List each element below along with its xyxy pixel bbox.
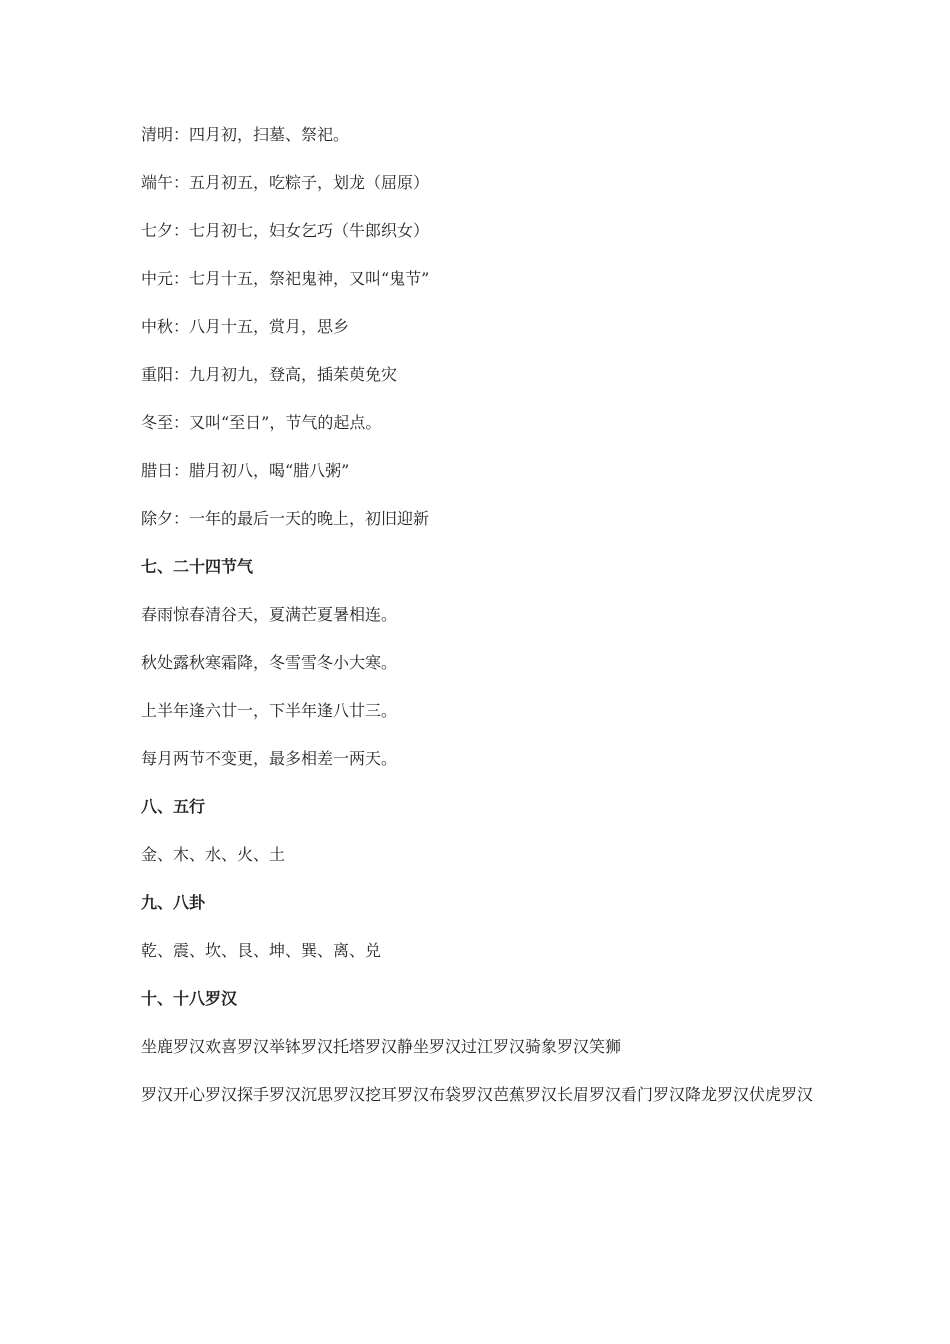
festival-chongyang: 重阳：九月初九，登高，插茱萸免灾: [141, 365, 398, 384]
festival-lari: 腊日：腊月初八，喝“腊八粥”: [141, 461, 350, 480]
festival-qixi: 七夕：七月初七，妇女乞巧（牛郎织女）: [141, 221, 430, 240]
festival-zhongyuan: 中元：七月十五，祭祀鬼神，又叫“鬼节”: [141, 269, 430, 288]
arhats-line-2: 罗汉开心罗汉探手罗汉沉思罗汉挖耳罗汉布袋罗汉芭蕉罗汉长眉罗汉看门罗汉降龙罗汉伏虎罗汉: [141, 1085, 814, 1104]
festival-duanwu: 端午：五月初五，吃粽子，划龙（屈原）: [141, 173, 430, 192]
section-heading-eighteen-arhats: 十、十八罗汉: [141, 989, 238, 1008]
section-heading-five-elements: 八、五行: [141, 797, 206, 816]
solar-terms-line-3: 上半年逢六廿一，下半年逢八廿三。: [141, 701, 398, 720]
section-heading-solar-terms: 七、二十四节气: [141, 557, 254, 576]
festival-zhongqiu: 中秋：八月十五，赏月，思乡: [141, 317, 350, 336]
eight-trigrams-text: 乾、震、坎、艮、坤、巽、离、兑: [141, 941, 382, 960]
document-content: [141, 125, 813, 1105]
five-elements-text: 金、木、水、火、土: [141, 845, 286, 864]
festival-dongzhi: 冬至：又叫“至日”，节气的起点。: [141, 413, 382, 432]
arhats-line-1: 坐鹿罗汉欢喜罗汉举钵罗汉托塔罗汉静坐罗汉过江罗汉骑象罗汉笑狮: [141, 1037, 622, 1056]
section-heading-eight-trigrams: 九、八卦: [141, 893, 206, 912]
festival-qingming: 清明：四月初，扫墓、祭祀。: [141, 125, 350, 144]
festival-chuxi: 除夕：一年的最后一天的晚上，初旧迎新: [141, 509, 430, 528]
solar-terms-line-1: 春雨惊春清谷天，夏满芒夏暑相连。: [141, 605, 398, 624]
solar-terms-line-2: 秋处露秋寒霜降，冬雪雪冬小大寒。: [141, 653, 398, 672]
solar-terms-line-4: 每月两节不变更，最多相差一两天。: [141, 749, 398, 768]
